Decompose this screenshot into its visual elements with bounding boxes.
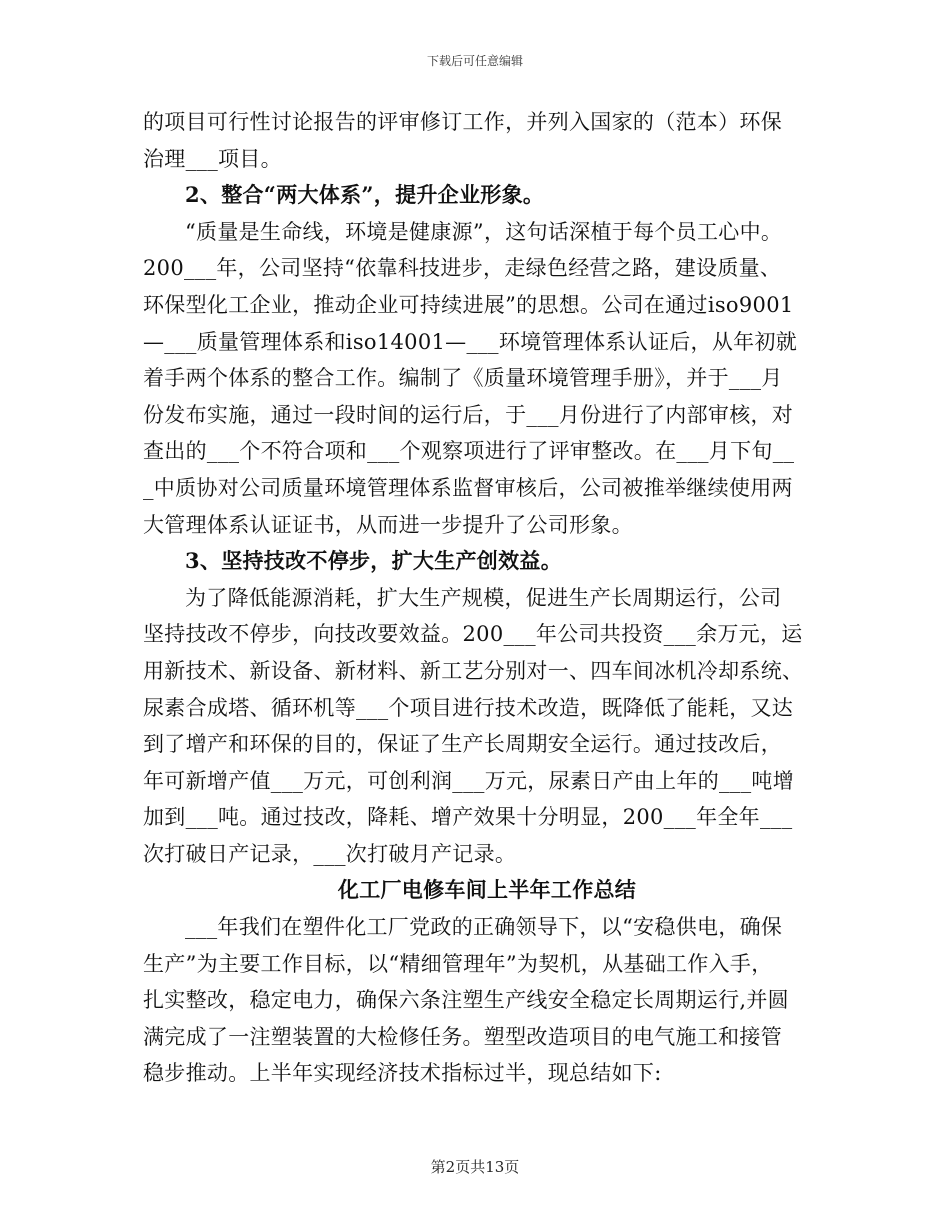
body-line: 大管理体系认证证书，从而进一步提升了公司形象。	[143, 512, 633, 537]
body-line: —___质量管理体系和iso14001—___环境管理体系认证后，从年初就	[143, 329, 798, 354]
body-line: 的项目可行性讨论报告的评审修订工作，并列入国家的（范本）环保	[143, 110, 782, 134]
body-line: 治理___项目。	[143, 146, 282, 171]
body-line: 尿素合成塔、循环机等___个项目进行技术改造，既降低了能耗，又达	[143, 695, 794, 720]
section-heading: 3、坚持技改不停步，扩大生产创效益。	[185, 548, 563, 574]
body-line: 为了降低能源消耗，扩大生产规模，促进生产长周期运行，公司	[185, 585, 782, 610]
body-line: 200___年，公司坚持“依靠科技进步，走绿色经营之路，建设质量、	[143, 256, 782, 281]
document-title: 化工厂电修车间上半年工作总结	[337, 877, 637, 903]
body-line: ___年我们在塑件化工厂党政的正确领导下，以“安稳供电，确保	[185, 915, 783, 940]
page-footer: 第2页共13页	[430, 1158, 520, 1176]
body-line: 坚持技改不停步，向技改要效益。200___年公司共投资___余万元，运	[143, 622, 803, 647]
page-header: 下载后可任意编辑	[426, 54, 523, 68]
body-line: 着手两个体系的整合工作。编制了《质量环境管理手册》，并于___月	[143, 366, 783, 391]
body-line: 次打破日产记录，___次打破月产记录。	[143, 841, 517, 866]
body-line: 份发布实施，通过一段时间的运行后，于___月份进行了内部审核，对	[143, 402, 794, 427]
body-line: 到了增产和环保的目的，保证了生产长周期安全运行。通过技改后，	[143, 732, 782, 757]
body-line: 查出的___个不符合项和___个观察项进行了评审整改。在___月下旬__	[143, 439, 795, 464]
section-heading: 2、整合“两大体系”，提升企业形象。	[185, 182, 545, 208]
body-line: 扎实整改，稳定电力，确保六条注塑生产线安全稳定长周期运行,并圆	[143, 988, 789, 1013]
body-line: 满完成了一注塑装置的大检修任务。塑型改造项目的电气施工和接管	[143, 1024, 782, 1049]
body-line: 加到___吨。通过技改，降耗、增产效果十分明显，200___年全年___	[143, 805, 793, 830]
body-line: 稳步推动。上半年实现经济技术指标过半，现总结如下:	[143, 1061, 662, 1086]
body-line: 环保型化工企业，推动企业可持续进展”的思想。公司在通过iso9001	[143, 292, 794, 317]
body-line: “质量是生命线，环境是健康源”，这句话深植于每个员工心中。	[185, 219, 783, 244]
body-line: 年可新增产值___万元，可创利润___万元，尿素日产由上年的___吨增	[143, 768, 794, 793]
body-line: 生产”为主要工作目标，以“精细管理年”为契机，从基础工作入手，	[143, 951, 773, 976]
body-line: 用新技术、新设备、新材料、新工艺分别对一、四车间冰机冷却系统、	[143, 658, 804, 683]
document-body	[143, 104, 811, 1092]
body-line: _中质协对公司质量环境管理体系监督审核后，公司被推举继续使用两	[143, 475, 793, 500]
